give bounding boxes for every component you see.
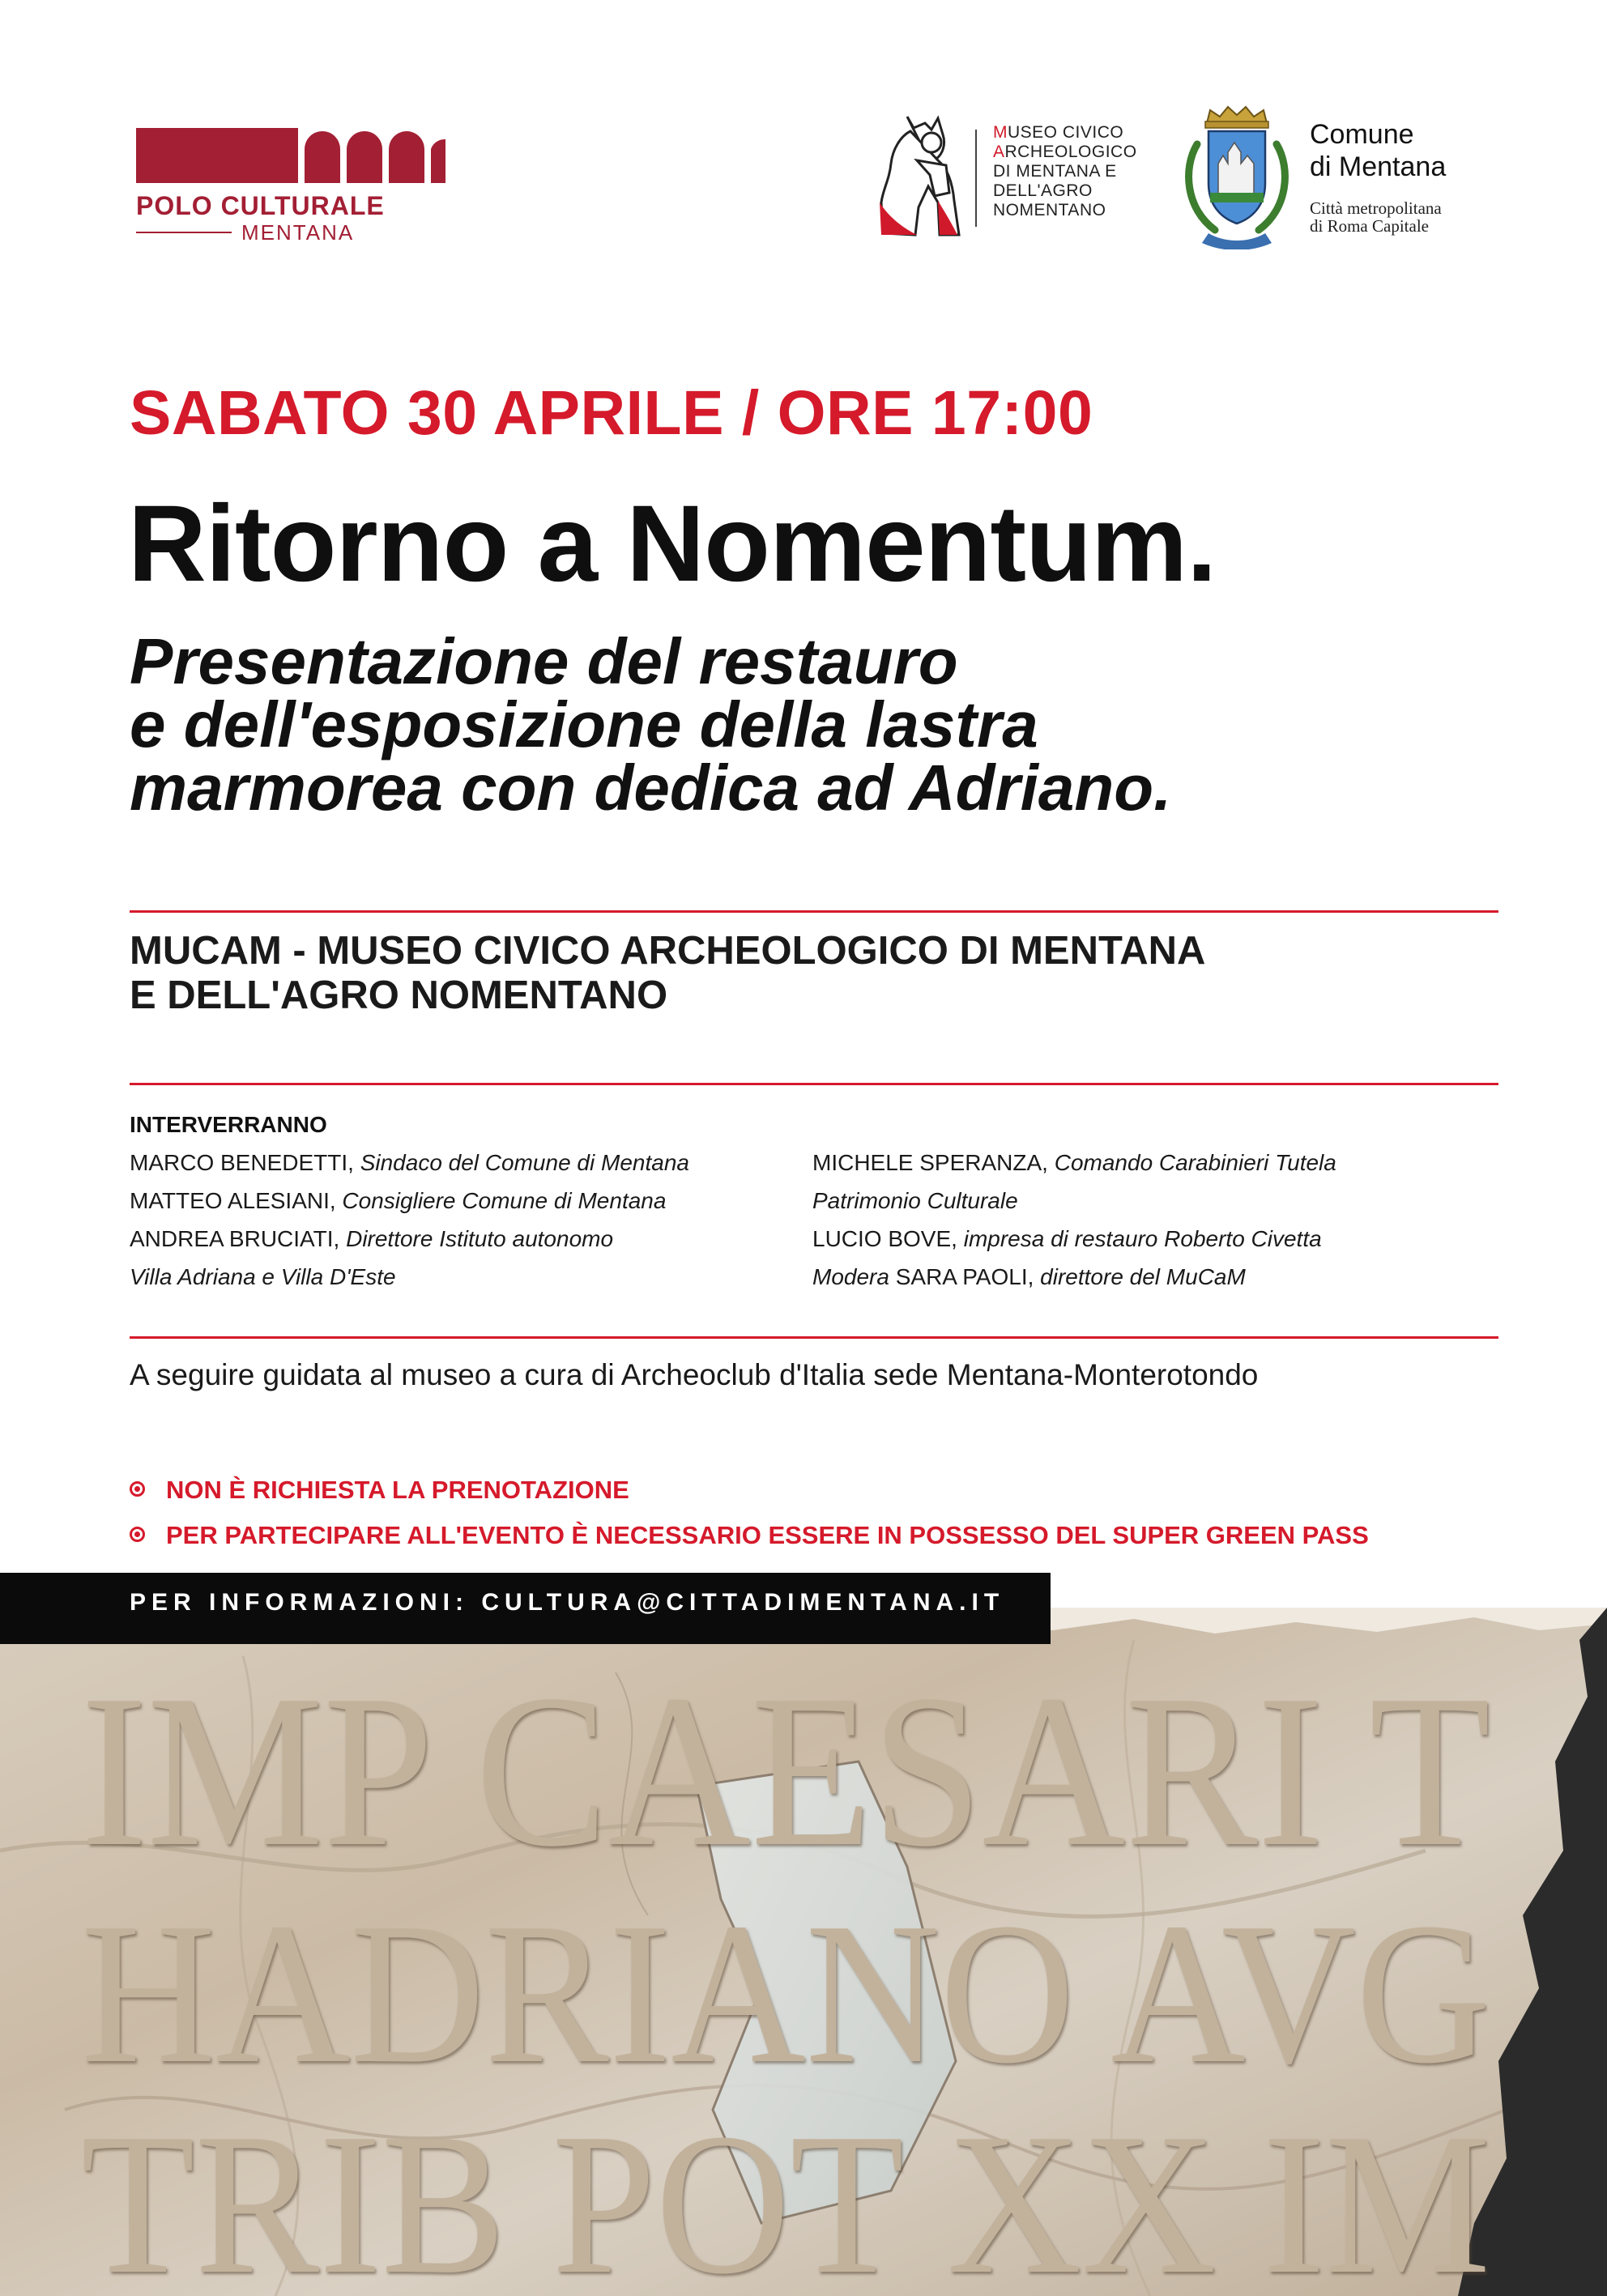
museo-logo-text <box>993 123 1137 220</box>
speaker-name: MATTEO ALESIANI, <box>130 1188 336 1213</box>
speaker-role: Sindaco del Comune di Mentana <box>353 1150 689 1175</box>
polo-logo-subtitle: MENTANA <box>241 220 355 245</box>
polo-logo-rule <box>136 232 232 233</box>
event-date: SABATO 30 APRILE / ORE 17:00 <box>130 378 1093 448</box>
speaker-entry <box>812 1182 1336 1220</box>
inscription-line-1: IMP CAESARI T <box>81 1650 1490 1892</box>
polo-logo-title: POLO CULTURALE <box>136 191 385 220</box>
comune-logo-title <box>1310 118 1446 183</box>
speaker-name: MARCO BENEDETTI, <box>130 1150 354 1175</box>
museo-logo-line-1: MUSEO CIVICO <box>993 123 1124 142</box>
event-subtitle-line-3: marmorea con dedica ad Adriano. <box>130 752 1172 824</box>
museo-logo-line-5: NOMENTANO <box>993 201 1106 219</box>
comune-sub-line-2: di Roma Capitale <box>1310 216 1429 236</box>
event-venue <box>130 929 1205 1018</box>
comune-mentana-logo <box>1176 104 1508 249</box>
event-venue-line-2: E DELL'AGRO NOMENTANO <box>130 973 668 1017</box>
bullet-icon <box>130 1527 145 1542</box>
speaker-entry <box>812 1144 1336 1182</box>
speaker-entry <box>130 1220 689 1258</box>
moderator-prefix: Modera <box>812 1264 896 1289</box>
speaker-name: LUCIO BOVE, <box>812 1226 957 1251</box>
inscription-line-2: HADRIANO AVG <box>81 1881 1490 2106</box>
inscription-line-3: TRIB POT XX IM <box>81 2092 1490 2296</box>
event-title: Ritorno a Nomentum. <box>128 483 1217 604</box>
divider-rule-2 <box>130 1083 1498 1085</box>
museo-statue-icon <box>868 112 970 245</box>
speaker-role: direttore del MuCaM <box>1034 1264 1246 1289</box>
marble-slab-photo <box>0 1608 1607 2296</box>
note-text: PER PARTECIPARE ALL'EVENTO È NECESSARIO ESSERE IN POSSESSO DEL SUPER GREEN PASS <box>166 1521 1369 1549</box>
museo-logo-line-2: ARCHEOLOGICO <box>993 143 1137 161</box>
event-subtitle <box>130 625 1172 824</box>
bullet-icon <box>130 1481 145 1497</box>
divider-rule-1 <box>130 910 1498 913</box>
speaker-entry <box>130 1144 689 1182</box>
event-subtitle-line-2: e dell'esposizione della lastra <box>130 688 1038 760</box>
museo-line-2-text: RCHEOLOGICO <box>1004 143 1137 161</box>
speaker-entry <box>130 1182 689 1220</box>
event-subtitle-line-1: Presentazione del restauro <box>130 625 958 697</box>
comune-logo-subtitle <box>1310 199 1442 235</box>
speaker-role: Comando Carabinieri Tutela <box>1047 1150 1336 1175</box>
speaker-role: impresa di restauro Roberto Civetta <box>957 1226 1322 1251</box>
marble-inscription-image <box>0 1608 1607 2296</box>
speaker-role: Consigliere Comune di Mentana <box>335 1188 667 1213</box>
speakers-left-column <box>130 1144 689 1296</box>
note-green-pass <box>130 1521 1369 1550</box>
speaker-entry <box>812 1220 1336 1258</box>
museo-line-1-text: USEO CIVICO <box>1008 123 1124 142</box>
note-text: NON È RICHIESTA LA PRENOTAZIONE <box>166 1476 629 1504</box>
event-venue-line-1: MUCAM - MUSEO CIVICO ARCHEOLOGICO DI MENTANA <box>130 929 1206 973</box>
speaker-role: Direttore Istituto autonomo <box>339 1226 614 1251</box>
museo-logo-divider <box>975 130 977 227</box>
museo-logo-line-4: DELL'AGRO <box>993 181 1093 200</box>
speaker-role: Villa Adriana e Villa D'Este <box>130 1264 396 1289</box>
speakers-heading: INTERVERRANNO <box>130 1112 327 1137</box>
polo-arches-icon <box>136 128 445 185</box>
speaker-role: Patrimonio Culturale <box>812 1188 1018 1213</box>
info-contact[interactable]: PER INFORMAZIONI: CULTURA@CITTADIMENTANA.IT <box>130 1589 1005 1616</box>
speaker-entry <box>130 1258 689 1296</box>
speaker-name: ANDREA BRUCIATI, <box>130 1226 340 1251</box>
note-no-booking <box>130 1476 629 1505</box>
comune-title-line-1: Comune <box>1310 119 1414 150</box>
speakers-right-column <box>812 1144 1336 1296</box>
guided-tour-note: A seguire guidata al museo a cura di Archeoclub d'Italia sede Mentana-Monterotondo <box>130 1358 1259 1391</box>
speaker-name: SARA PAOLI, <box>895 1264 1034 1289</box>
coat-of-arms-icon <box>1176 104 1298 249</box>
polo-culturale-logo <box>136 128 445 249</box>
speaker-entry <box>812 1258 1336 1296</box>
museo-logo-line-3: DI MENTANA E <box>993 162 1117 181</box>
comune-sub-line-1: Città metropolitana <box>1310 198 1442 218</box>
comune-title-line-2: di Mentana <box>1310 151 1447 182</box>
speaker-name: MICHELE SPERANZA, <box>812 1150 1048 1175</box>
divider-rule-3 <box>130 1336 1498 1339</box>
museo-civico-logo <box>868 112 1137 245</box>
